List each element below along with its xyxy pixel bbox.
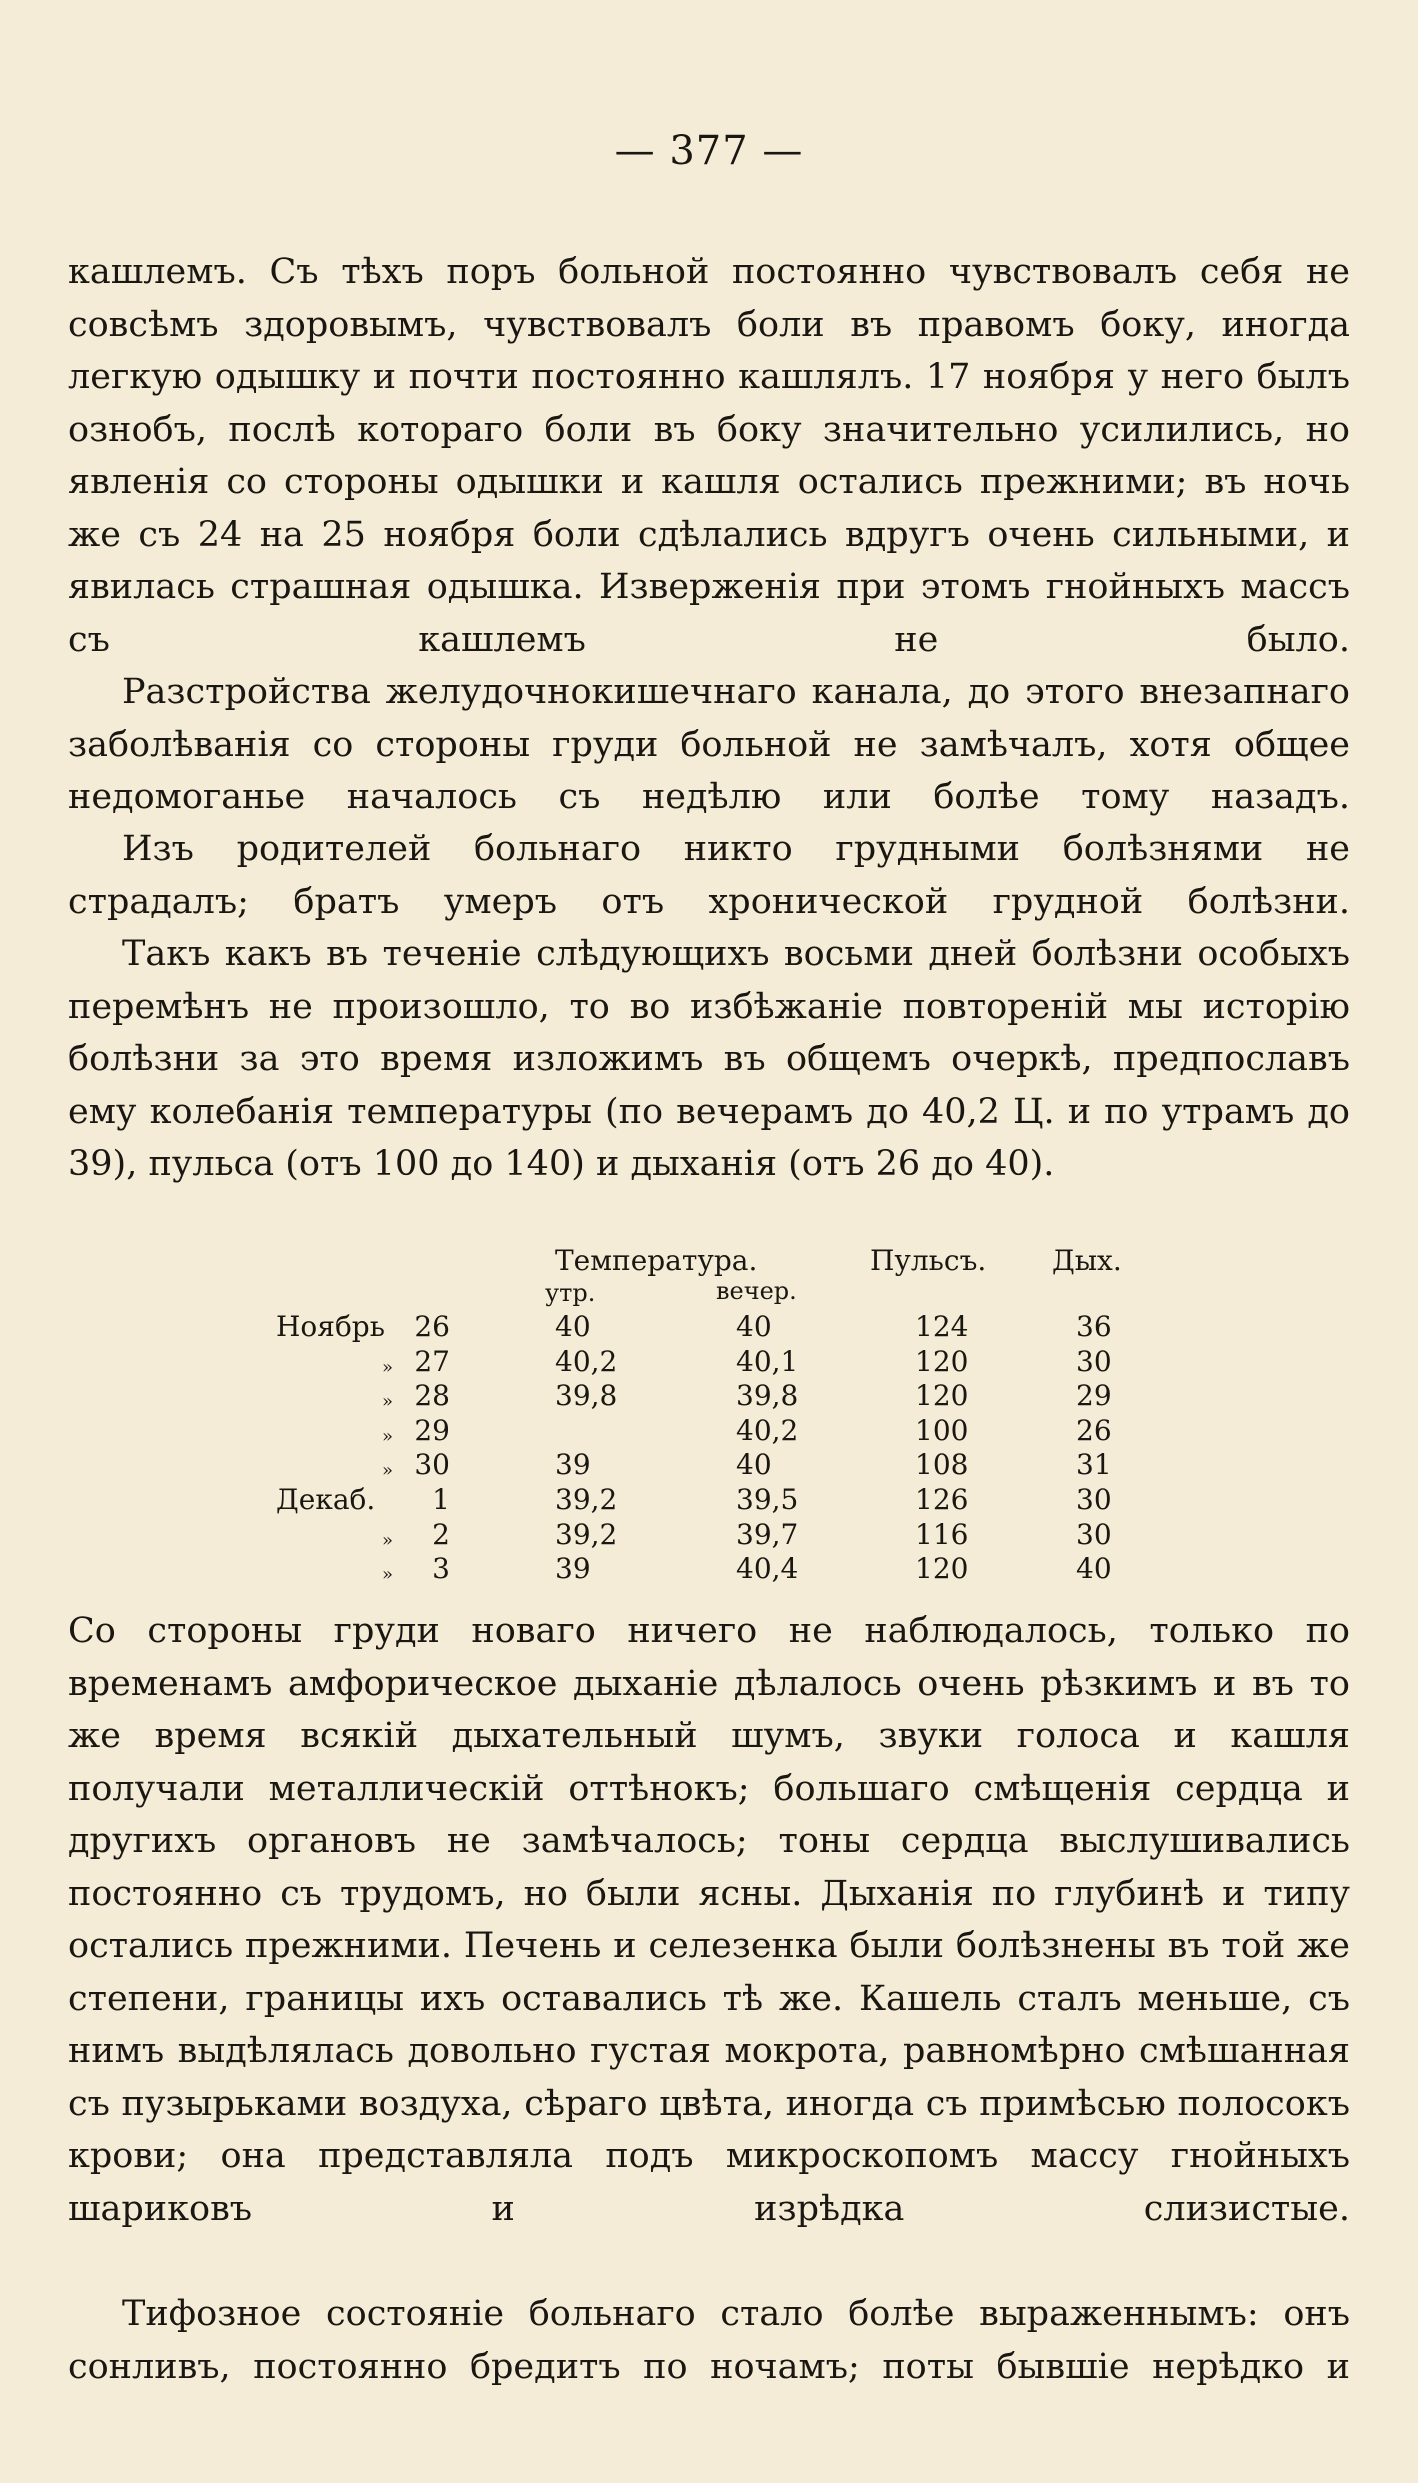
cell-resp: 30 — [1076, 1483, 1112, 1516]
cell-evening: 40 — [736, 1448, 772, 1482]
header-temperature: Температура. — [555, 1244, 758, 1277]
cell-evening: 40,1 — [736, 1344, 799, 1378]
header-evening: вечер. — [716, 1277, 797, 1305]
cell-morning: 39 — [555, 1448, 591, 1482]
cell-day: 2 — [432, 1517, 450, 1551]
cell-day: 30 — [414, 1448, 450, 1482]
paragraph-1: кашлемъ. Съ тѣхъ поръ больной постоянно чувствовалъ себя не совсѣмъ здоровымъ, чувствовалъ боли въ правомъ боку, иногда легкую одышку и почти постоянно кашлялъ. 17 ноября у него былъ ознобъ, послѣ котораго боли въ боку значительно усилились, но явленія со стороны одышки и кашля остались прежними; въ ночь же съ 24 на 25 ноября боли сдѣлались вдругъ очень сильными, и явилась страшная одышка. Изверженія при этомъ гнойныхъ массъ съ кашлемъ не было. — [68, 252, 1350, 660]
cell-month: Декаб. — [276, 1483, 376, 1516]
cell-resp: 40 — [1076, 1552, 1112, 1586]
cell-month: » — [382, 1564, 394, 1586]
cell-pulse: 124 — [915, 1310, 969, 1343]
vital-signs-table — [0, 1240, 1418, 1595]
cell-day: 27 — [414, 1344, 450, 1378]
page-number: — 377 — — [614, 128, 804, 174]
cell-pulse: 126 — [915, 1483, 969, 1516]
cell-resp: 30 — [1076, 1344, 1112, 1378]
cell-evening: 40,2 — [736, 1413, 799, 1447]
paragraph-5: Со стороны груди новаго ничего не наблюдалось, только по временамъ амфорическое дыханіе дѣлалось очень рѣзкимъ и въ то же время всякій дыхательный шумъ, звуки голоса и кашля получали металлическій оттѣнокъ; большаго смѣщенія сердца и другихъ органовъ не замѣчалось; тоны сердца выслушивались постоянно съ трудомъ, но были ясны. Дыханія по глубинѣ и типу остались прежними. Печень и селезенка были болѣзнены въ той же степени, границы ихъ оставались тѣ же. Кашель сталъ меньше, съ нимъ выдѣлялась довольно густая мокрота, равномѣрно смѣшанная съ пузырьками воздуха, сѣраго цвѣта, иногда съ примѣсью полосокъ крови; она представляла подъ микроскопомъ массу гнойныхъ шариковъ и изрѣдка слизистые. — [68, 1611, 1350, 2229]
cell-morning: 39,2 — [555, 1517, 618, 1551]
cell-day: 29 — [414, 1413, 450, 1447]
cell-pulse: 100 — [915, 1413, 969, 1447]
cell-evening: 40 — [736, 1310, 772, 1343]
cell-evening: 40,4 — [736, 1552, 799, 1586]
header-morning: утр. — [545, 1279, 596, 1307]
cell-morning: 40 — [555, 1310, 591, 1343]
cell-month: Ноябрь — [276, 1310, 385, 1343]
cell-resp: 36 — [1076, 1310, 1112, 1343]
cell-evening: 39,5 — [736, 1483, 799, 1516]
paragraph-6: Тифозное состояніе больнаго стало болѣе выраженнымъ: онъ сонливъ, постоянно бредитъ по ночамъ; поты бывшіе нерѣдко и — [68, 2294, 1350, 2387]
cell-evening: 39,7 — [736, 1517, 799, 1551]
cell-day: 1 — [432, 1483, 450, 1516]
cell-resp: 26 — [1076, 1413, 1112, 1447]
cell-day: 3 — [432, 1552, 450, 1586]
header-respiration: Дых. — [1052, 1244, 1122, 1277]
cell-month: » — [382, 1460, 394, 1482]
cell-pulse: 120 — [915, 1379, 969, 1413]
cell-resp: 30 — [1076, 1517, 1112, 1551]
cell-resp: 31 — [1076, 1448, 1112, 1482]
cell-pulse: 116 — [915, 1517, 969, 1551]
header-pulse: Пульсъ. — [870, 1244, 987, 1277]
cell-day: 26 — [414, 1310, 450, 1343]
cell-day: 28 — [414, 1379, 450, 1413]
cell-month: » — [382, 1391, 394, 1413]
paragraph-2: Разстройства желудочнокишечнаго канала, до этого внезапнаго заболѣванія со стороны груди больной не замѣчалъ, хотя общее недомоганье началось съ недѣлю или болѣе тому назадъ. — [68, 672, 1350, 817]
cell-morning: 39 — [555, 1552, 591, 1586]
cell-resp: 29 — [1076, 1379, 1112, 1413]
cell-month: » — [382, 1356, 394, 1378]
cell-month: » — [382, 1425, 394, 1447]
cell-pulse: 120 — [915, 1552, 969, 1586]
cell-morning: 39,8 — [555, 1379, 618, 1413]
cell-pulse: 120 — [915, 1344, 969, 1378]
cell-pulse: 108 — [915, 1448, 969, 1482]
paragraph-3: Изъ родителей больнаго никто грудными болѣзнями не страдалъ; братъ умеръ отъ хронической грудной болѣзни. — [68, 829, 1350, 922]
cell-evening: 39,8 — [736, 1379, 799, 1413]
cell-morning: 40,2 — [555, 1344, 618, 1378]
cell-morning: 39,2 — [555, 1483, 618, 1516]
paragraph-4: Такъ какъ въ теченіе слѣдующихъ восьми дней болѣзни особыхъ перемѣнъ не произошло, то во избѣжаніе повтореній мы исторію болѣзни за это время изложимъ въ общемъ очеркѣ, предпославъ ему колебанія температуры (по вечерамъ до 40,2 Ц. и по утрамъ до 39), пульса (отъ 100 до 140) и дыханія (отъ 26 до 40). — [68, 934, 1350, 1184]
cell-month: » — [382, 1529, 394, 1551]
